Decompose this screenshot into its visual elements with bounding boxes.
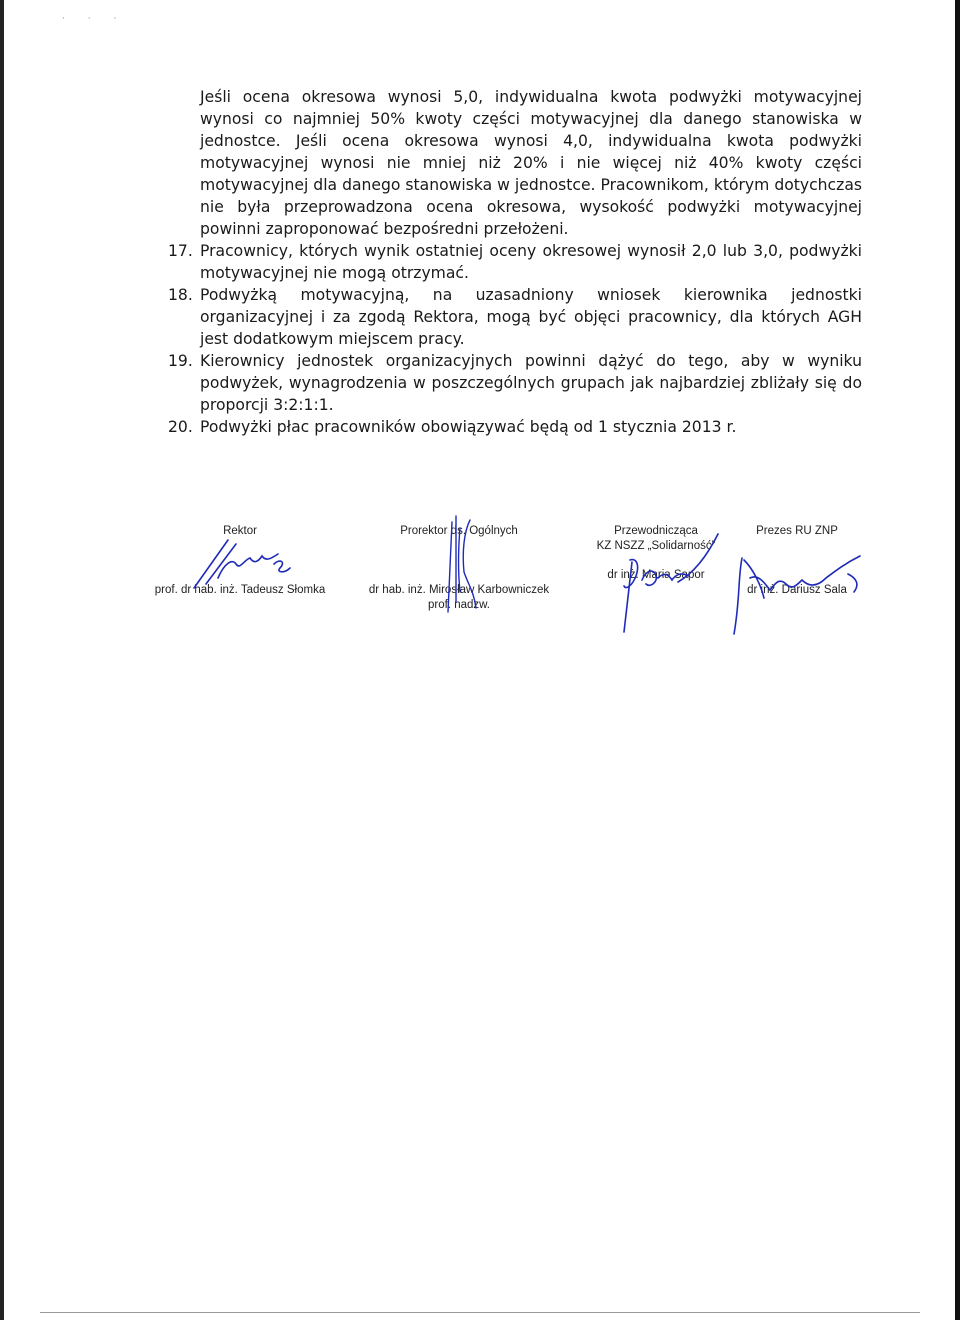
signature-title-line2: KZ NSZZ „Solidarność” — [596, 540, 716, 552]
scan-edge-left — [0, 0, 4, 1320]
scan-artifact: · · · — [62, 14, 127, 24]
handwritten-signature-przewodniczaca — [602, 524, 722, 634]
list-item — [168, 240, 862, 284]
signature-name: prof. dr hab. inż. Tadeusz Słomka — [154, 584, 326, 596]
intro-paragraph: Jeśli ocena okresowa wynosi 5,0, indywidualna kwota podwyżki motywacyjnej wynosi co najmniej 50% kwoty części motywacyjnej dla danego stanowiska w jednostce. Jeśli ocena okresowa wynosi 4,0, indywidualna kwota podwyżki motywacyjnej wynosi nie mniej niż 20% i nie więcej niż 40% kwoty części motywacyjnej dla danego stanowiska w jednostce. Pracownikom, którym dotychczas nie była przeprowadzona ocena okresowa, wysokość podwyżki motywacyjnej powinni zaproponować bezpośredni przełożeni. — [200, 88, 862, 238]
signature-block — [140, 520, 900, 630]
list-item — [168, 416, 862, 438]
list-item-number: 17. — [168, 242, 193, 260]
signature-name-line2: prof. nadzw. — [427, 599, 490, 611]
numbered-list — [168, 240, 862, 438]
signature-rektor — [140, 524, 340, 598]
signature-prezes — [732, 524, 862, 598]
handwritten-signature-rektor — [188, 534, 298, 594]
list-item-number: 20. — [168, 418, 193, 436]
signature-title: Prezes RU ZNP — [756, 525, 838, 537]
handwritten-signature-prorektor — [430, 512, 490, 622]
signature-name: dr hab. inż. Mirosław Karbowniczek — [368, 584, 550, 596]
list-item — [168, 284, 862, 350]
signature-title: Prorektor ds. Ogólnych — [400, 525, 518, 537]
list-item-number: 19. — [168, 352, 193, 370]
list-item-text: Podwyżką motywacyjną, na uzasadniony wniosek kierownika jednostki organizacyjnej i za zgodą Rektora, mogą być objęci pracownicy, dla których AGH jest dodatkowym miejscem pracy. — [200, 286, 862, 348]
list-item-text: Kierownicy jednostek organizacyjnych powinni dążyć do tego, aby w wyniku podwyżek, wynagrodzenia w poszczególnych grupach jak najbardziej zbliżały się do proporcji 3:2:1:1. — [200, 352, 862, 414]
document-body — [168, 86, 862, 438]
list-item-text: Pracownicy, których wynik ostatniej oceny okresowej wynosił 2,0 lub 3,0, podwyżki motywacyjnej nie mogą otrzymać. — [200, 242, 862, 282]
list-item — [168, 350, 862, 416]
handwritten-signature-prezes — [730, 538, 880, 638]
list-item-text: Podwyżki płac pracowników obowiązywać będą od 1 stycznia 2013 r. — [200, 418, 737, 436]
signature-title: Rektor — [223, 525, 257, 537]
list-item-number: 18. — [168, 286, 193, 304]
signature-przewodniczaca — [582, 524, 730, 583]
scan-edge-bottom — [40, 1312, 920, 1313]
signature-name: dr inż. Maria Sapor — [607, 569, 705, 581]
signature-name: dr inż. Dariusz Sala — [747, 584, 847, 596]
signature-prorektor — [354, 524, 564, 613]
signature-title: Przewodnicząca — [614, 525, 698, 537]
scan-edge-right — [955, 0, 960, 1320]
